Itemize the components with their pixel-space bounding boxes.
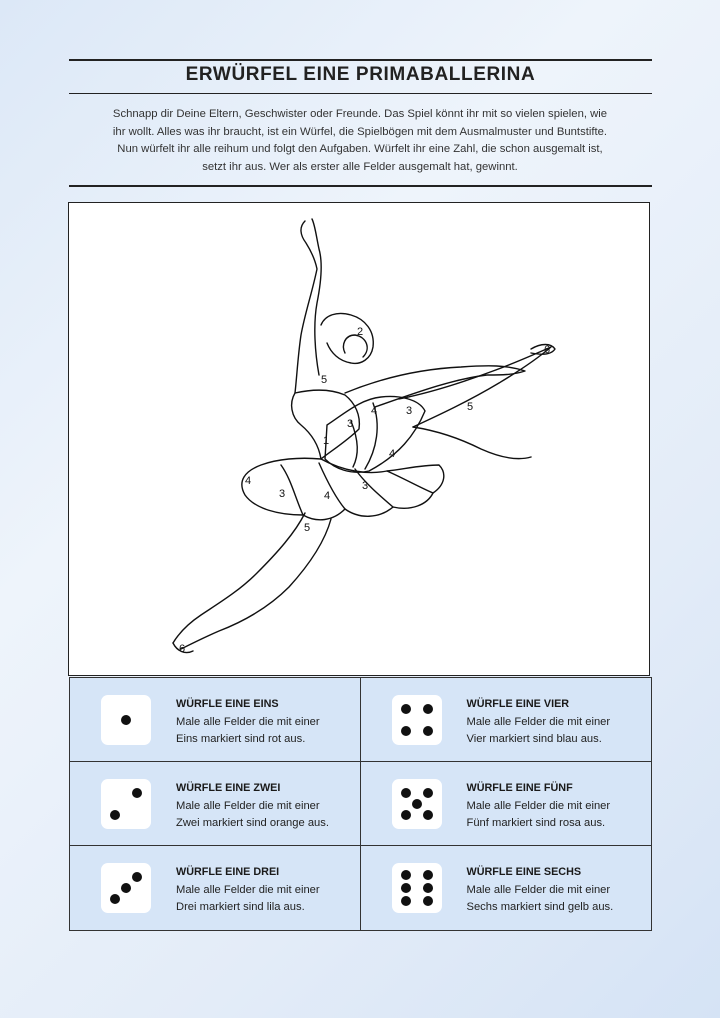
ballerina-drawing: [69, 203, 649, 675]
field-number: 3: [406, 405, 413, 417]
rule-text: Male alle Felder die mit einer Zwei markiert sind orange aus.: [176, 800, 329, 829]
back-arm: [345, 366, 525, 407]
rule-cell-three: [70, 846, 361, 930]
intro-line: ihr wollt. Alles was ihr braucht, ist ein Würfel, die Spielbögen mit dem Ausmalmuster und Buntstifte.: [112, 125, 608, 138]
rule-text: Male alle Felder die mit einer Sechs markiert sind gelb aus.: [466, 884, 614, 913]
field-number: 4: [245, 475, 252, 487]
field-number: 6: [179, 643, 186, 655]
intro-line: Schnapp dir Deine Eltern, Geschwister oder Freunde. Das Spiel könnt ihr mit so vielen spielen, wie: [112, 108, 608, 120]
raised-arm-inner: [312, 219, 321, 375]
title-underline: [69, 93, 652, 94]
rule-heading: WÜRFLE EINE DREI: [176, 866, 280, 878]
field-number: 3: [347, 418, 354, 430]
field-number: 4: [324, 490, 331, 502]
extended-leg-lower: [413, 427, 531, 459]
dice-4-icon: [392, 695, 442, 745]
page-title: ERWÜRFEL EINE PRIMABALLERINA: [185, 64, 536, 85]
rule-heading: WÜRFLE EINE ZWEI: [176, 782, 281, 794]
rule-cell-four: [361, 678, 652, 762]
field-number: 5: [321, 374, 328, 386]
rule-text: Male alle Felder die mit einer Vier markiert sind blau aus.: [466, 716, 611, 745]
dice-3-icon: [101, 863, 151, 913]
field-number: 5: [304, 522, 311, 534]
field-number: 1: [323, 435, 330, 447]
rule-heading: WÜRFLE EINE SECHS: [466, 866, 582, 878]
rule-heading: WÜRFLE EINE VIER: [466, 698, 570, 710]
tutu-pleat-4: [387, 471, 433, 493]
rule-text: Male alle Felder die mit einer Drei markiert sind lila aus.: [176, 884, 320, 913]
rule-cell-five: [361, 762, 652, 846]
field-number: 4: [389, 448, 396, 460]
intro-line: Nun würfelt ihr alle reihum und folgt den Aufgaben. Würfelt ihr eine Zahl, die schon ausgemalt ist,: [117, 143, 603, 155]
hair-bun: [343, 335, 367, 357]
top-rule: [69, 59, 652, 61]
rule-text: Male alle Felder die mit einer Fünf markiert sind rosa aus.: [466, 800, 611, 829]
rule-text: Male alle Felder die mit einer Eins markiert sind rot aus.: [176, 716, 320, 745]
field-number: 3: [362, 480, 369, 492]
dice-6-icon: [392, 863, 442, 913]
dice-1-icon: [101, 695, 151, 745]
raised-arm: [295, 221, 317, 393]
field-number: 4: [371, 405, 378, 417]
dice-2-icon: [101, 779, 151, 829]
rules-grid: [69, 677, 652, 931]
rule-cell-six: [361, 846, 652, 930]
intro-text: [92, 106, 628, 176]
rule-cell-two: [70, 762, 361, 846]
dice-5-icon: [392, 779, 442, 829]
field-number: 2: [357, 326, 364, 338]
extended-leg: [399, 347, 551, 427]
intro-line: setzt ihr aus. Wer als erster alle Felder ausgemalt hat, gewinnt.: [202, 160, 518, 173]
tutu-lower: [242, 458, 444, 520]
field-number: 6: [544, 344, 551, 356]
rule-heading: WÜRFLE EINE EINS: [176, 698, 279, 710]
coloring-frame: [68, 202, 650, 676]
front-leg: [173, 513, 305, 643]
tutu-pleat-3: [355, 469, 393, 507]
rule-heading: WÜRFLE EINE FÜNF: [466, 782, 573, 794]
front-leg-inner: [181, 519, 331, 649]
intro-bottom-rule: [69, 185, 652, 187]
field-number: 3: [279, 488, 286, 500]
rule-cell-one: [70, 678, 361, 762]
field-number: 5: [467, 401, 474, 413]
